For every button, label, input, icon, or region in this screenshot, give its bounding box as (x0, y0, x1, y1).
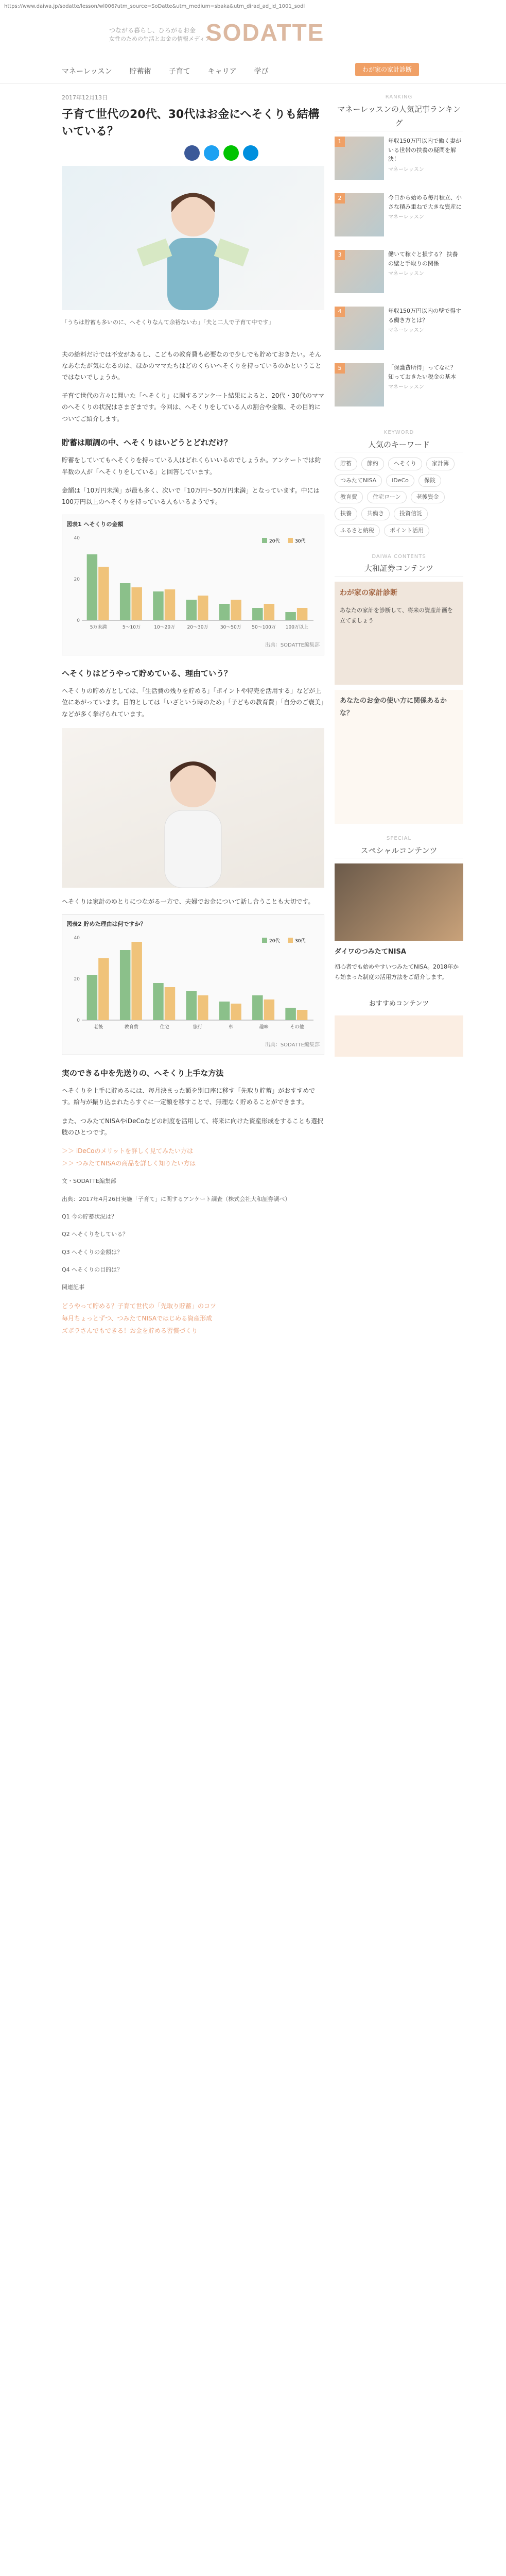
qa-item: Q2 へそくりをしている？ (62, 1231, 129, 1238)
woman-with-money-illustration (62, 166, 324, 310)
legend-swatch (262, 538, 267, 543)
contents-heading (335, 552, 463, 577)
keyword-tag[interactable]: 住宅ローン (367, 491, 407, 503)
nav-item-parenting[interactable]: 子育て (168, 67, 190, 76)
keyword-tag[interactable]: 老後資金 (411, 491, 445, 503)
ranking-category: マネーレッスン (388, 271, 424, 277)
article-link[interactable]: ＞＞ iDeCoのメリットを詳しく見てみたい方は (62, 1147, 194, 1155)
bar (98, 567, 109, 620)
ranking-item[interactable] (335, 193, 463, 243)
x-tick-label: 10〜20万 (154, 625, 176, 631)
keyword-tag[interactable]: 保険 (418, 474, 441, 487)
ranking-category: マネーレッスン (388, 166, 424, 173)
x-tick-label: 旅行 (193, 1025, 203, 1030)
keyword-tag[interactable]: 家計簿 (426, 457, 455, 470)
bar (87, 975, 98, 1020)
bar (252, 608, 263, 620)
ranking-title: 年収150万円以内で働く妻がいる世帯の扶養の疑問を解決！ (388, 138, 461, 163)
line-share-icon[interactable] (223, 145, 239, 161)
x-tick-label: 車 (228, 1025, 233, 1030)
site-header (0, 11, 506, 83)
chart-title: 図表1 へそくりの金額 (66, 521, 124, 528)
special-title[interactable]: ダイワのつみたてNISA (335, 948, 406, 956)
keyword-tag[interactable]: ポイント活用 (384, 524, 429, 537)
y-tick-label: 0 (77, 618, 80, 624)
hatena-share-icon[interactable] (243, 145, 258, 161)
bar (186, 991, 197, 1020)
article-paragraph: 貯蓄をしていてもへそくりを持っている人はどれくらいいるのでしょうか。アンケートでは約半数の人が「へそくりをしている」と回答しています。 (62, 456, 321, 476)
bar (186, 600, 197, 620)
article-paragraph: 金額は「10万円未満」が最も多く、次いで「10万円〜50万円未満」となっています。中には100万円以上のへそくりを持っている人もいるようです。 (62, 486, 320, 505)
x-tick-label: 趣味 (259, 1025, 269, 1030)
chart-note: 出典：SODATTE編集部 (265, 642, 320, 649)
legend-swatch (288, 538, 293, 543)
article-paragraph: 夫の給料だけでは不安があるし、こどもの教育費も必要なので少しでも貯めておきたい。そんなあなたが気になるのは、ほかのママたちはどのくらいへそくりを持っているのかということではないでしょうか。 (62, 350, 322, 381)
legend-swatch (288, 938, 293, 943)
ranking-number: 1 (335, 137, 345, 147)
bar (165, 987, 176, 1020)
keyword-tag[interactable]: 共働き (361, 507, 390, 520)
logo-subtitle: つながる暮らし、ひろがるお金 (109, 27, 196, 34)
ranking-title: 働いて稼ぐと損する？ 扶養の壁と手取りの関係 (388, 251, 458, 267)
illustration-image (62, 728, 324, 888)
article (62, 93, 324, 1337)
bar (219, 604, 230, 620)
related-link[interactable]: 毎月ちょっとずつ、つみたてNISAではじめる資産形成 (62, 1315, 213, 1322)
keyword-tag[interactable]: iDeCo (386, 474, 414, 487)
bar (131, 942, 142, 1020)
legend-label: 30代 (295, 939, 306, 944)
ranking-item[interactable] (335, 363, 463, 413)
hero-image (62, 166, 324, 310)
ranking-heading-en: RANKING (385, 94, 413, 100)
ranking-title: 「保護費所得」ってなに？ 知っておきたい税金の基本 (388, 364, 456, 380)
woman-thinking-illustration (62, 728, 324, 888)
keyword-list (335, 457, 463, 537)
browser-url: https://www.daiwa.jp/sodatte/lesson/wl006?utm_source=SoDatte&utm_medium=sbaka&utm_dirad_ad_id_1001_sodl (4, 4, 305, 9)
banner-household-diagnosis[interactable] (335, 582, 463, 685)
nav-item-saving[interactable]: 貯蓄術 (129, 67, 151, 76)
keyword-tag[interactable]: 扶養 (335, 507, 357, 520)
keyword-heading-ja: 人気のキーワード (335, 438, 463, 453)
banner-title: わが家の家計診断 (340, 589, 397, 598)
banner-recommend[interactable] (335, 1015, 463, 1057)
x-tick-label: 5〜10万 (122, 625, 141, 631)
chart-title: 図表2 貯めた理由は何ですか？ (66, 921, 146, 928)
keyword-heading-en: KEYWORD (383, 430, 414, 435)
x-tick-label: その他 (290, 1025, 304, 1030)
x-tick-label: 老後 (94, 1025, 103, 1030)
chart-figure-1 (62, 515, 324, 655)
keyword-tag[interactable]: ふるさと納税 (335, 524, 380, 537)
bar (87, 554, 98, 620)
keyword-tag[interactable]: へそくり (388, 457, 422, 470)
keyword-tag[interactable]: 貯蓄 (335, 457, 357, 470)
banner-money-check[interactable] (335, 690, 463, 824)
banner-tsumitate-nisa[interactable] (335, 863, 463, 941)
related-link[interactable]: どうやって貯める？子育て世代の「先取り貯蓄」のコツ (62, 1302, 217, 1310)
ranking-number: 4 (335, 307, 345, 317)
special-heading (335, 834, 463, 858)
recommend-heading: おすすめコンテンツ (369, 1000, 429, 1008)
bar (264, 999, 275, 1020)
ranking-number: 2 (335, 193, 345, 204)
keyword-heading (335, 428, 463, 452)
section-heading: 貯蓄は順調の中、へそくりはいどうとどれだけ？ (62, 437, 232, 447)
bar-chart-2 (66, 933, 319, 1036)
ranking-title: 年収150万円以内の壁で得する働き方とは？ (388, 308, 461, 324)
ranking-thumbnail (335, 193, 384, 236)
article-note: 出典：2017年4月26日実施「子育て」に関するアンケート調査（株式会社大和証券調べ） (62, 1195, 291, 1202)
nav-cta-button[interactable]: わが家の家計診断 (355, 63, 419, 76)
ranking-thumbnail (335, 363, 384, 406)
x-tick-label: 教育費 (124, 1025, 138, 1030)
bar (219, 1002, 230, 1020)
bar-chart-1 (66, 533, 319, 636)
special-heading-ja: スペシャルコンテンツ (335, 844, 463, 859)
x-tick-label: 住宅 (160, 1025, 169, 1030)
article-source: 文・SODATTE編集部 (62, 1178, 116, 1185)
bar (120, 583, 131, 620)
bar (120, 950, 131, 1020)
keyword-tag[interactable]: つみたてNISA (335, 474, 382, 487)
y-tick-label: 40 (74, 536, 80, 541)
chart-figure-2 (62, 914, 324, 1055)
section-heading: へそくりはどうやって貯めている、理由ていう？ (62, 668, 232, 678)
ranking-number: 5 (335, 363, 345, 374)
ranking-category: マネーレッスン (388, 384, 424, 391)
x-tick-label: 50〜100万 (252, 625, 276, 631)
contents-heading-en: DAIWA CONTENTS (372, 553, 426, 560)
article-paragraph: へそくりは家計のゆとりにつながる一方で、夫婦でお金について話し合うことも大切です。 (62, 897, 315, 905)
x-tick-label: 30〜50万 (220, 625, 241, 631)
bar (297, 1010, 308, 1020)
global-nav (62, 65, 269, 79)
ranking-thumbnail (335, 250, 384, 293)
special-text: 初心者でも始めやすいつみたてNISA。2018年から始まった制度の活用方法をご紹介します。 (335, 963, 459, 980)
bar (297, 608, 308, 620)
ranking-heading-ja: マネーレッスンの人気記事ランキング (335, 103, 463, 132)
ranking-item[interactable] (335, 250, 463, 299)
ranking-category: マネーレッスン (388, 328, 424, 334)
nav-item-career[interactable]: キャリア (207, 67, 237, 76)
article-date: 2017年12月13日 (62, 94, 108, 101)
article-paragraph: 子育て世代の方々に聞いた「へそくり」に関するアンケート結果によると、20代・30代のママのへそくりの状況はさまざまです。今回は、へそくりをしている人の割合や金額、その目的についてご紹介します。 (62, 392, 324, 422)
nav-item-money[interactable]: マネーレッスン (62, 67, 112, 76)
site-logo[interactable]: SODATTE (206, 19, 325, 46)
keyword-tag[interactable]: 節約 (361, 457, 384, 470)
ranking-title: 今日から始める毎月積立、小さな積み重ねで大きな資産に (388, 194, 462, 210)
x-tick-label: 5万未満 (90, 625, 107, 631)
related-label: 関連記事 (62, 1284, 84, 1291)
x-tick-label: 100万以上 (285, 625, 308, 631)
keyword-tag[interactable]: 投資信託 (394, 507, 428, 520)
contents-heading-ja: 大和証券コンテンツ (335, 562, 463, 577)
y-tick-label: 0 (77, 1018, 80, 1024)
qa-item: Q3 へそくりの金額は？ (62, 1248, 123, 1256)
y-tick-label: 20 (74, 977, 80, 982)
banner-text: あなたの家計を診断して、将来の資産計画を立てましょう (340, 607, 453, 624)
facebook-share-icon[interactable] (184, 145, 200, 161)
keyword-tag[interactable]: 教育費 (335, 491, 363, 503)
article-link[interactable]: ＞＞ つみたてNISAの商品を詳しく知りたい方は (62, 1160, 196, 1167)
legend-swatch (262, 938, 267, 943)
share-buttons (184, 145, 324, 161)
article-lead: 「うちは貯蓄も多いのに、へそくりなんて余裕ないわ」「夫と二人で子育て中です」 (62, 319, 274, 326)
bar (165, 589, 176, 620)
related-link[interactable]: ズボラさんでもできる！お金を貯める習慣づくり (62, 1327, 198, 1335)
twitter-share-icon[interactable] (204, 145, 219, 161)
bar (153, 983, 164, 1020)
special-heading-en: SPECIAL (386, 836, 412, 842)
ranking-number: 3 (335, 250, 345, 260)
legend-label: 20代 (269, 939, 280, 944)
ranking-item[interactable] (335, 307, 463, 356)
y-tick-label: 40 (74, 936, 80, 941)
article-paragraph: へそくりの貯め方としては、「生活費の残りを貯める」「ポイントや特売を活用する」などが上位にあがっています。目的としては「いざという時のため」「子どもの教育費」「自分のご褒美」などが多く挙げられています。 (62, 687, 324, 718)
legend-label: 20代 (269, 539, 280, 545)
section-heading: 実のできる中を先送りの、へそくり上手な方法 (62, 1068, 224, 1078)
chart-note: 出典：SODATTE編集部 (265, 1042, 320, 1048)
article-title: 子育て世代の20代、30代はお金にへそくりも結構いている？ (62, 108, 320, 139)
qa-item: Q1 今の貯蓄状況は？ (62, 1213, 117, 1221)
legend-label: 30代 (295, 539, 306, 545)
bar (231, 1004, 241, 1020)
bar (198, 995, 208, 1020)
bar (252, 995, 263, 1020)
ranking-item[interactable] (335, 137, 463, 186)
ranking-thumbnail (335, 137, 384, 180)
bar (131, 587, 142, 620)
ranking-category: マネーレッスン (388, 214, 424, 221)
bar (285, 1008, 296, 1020)
nav-item-learning[interactable]: 学び (254, 67, 269, 76)
article-paragraph: へそくりを上手に貯めるには、毎月決まった額を別口座に移す「先取り貯蓄」がおすすめです。給与が振り込まれたらすぐに一定額を移すことで、無理なく貯めることができます。 (62, 1087, 316, 1106)
bar (264, 604, 275, 620)
article-paragraph: また、つみたてNISAやiDeCoなどの制度を活用して、将来に向けた資産形成をすることも選択肢のひとつです。 (62, 1117, 324, 1136)
bar (198, 596, 208, 620)
qa-item: Q4 へそくりの目的は？ (62, 1266, 123, 1274)
x-tick-label: 20〜30万 (187, 625, 208, 631)
banner-title: あなたのお金の使い方に関係あるかな？ (340, 697, 447, 718)
y-tick-label: 20 (74, 577, 80, 583)
bar (231, 600, 241, 620)
bar (153, 591, 164, 620)
ranking-thumbnail (335, 307, 384, 350)
logo-tagline: 女性のための生活とお金の情報メディア (109, 36, 211, 42)
bar (285, 612, 296, 620)
bar (98, 958, 109, 1020)
ranking-heading (335, 93, 463, 131)
sidebar (335, 93, 463, 1062)
